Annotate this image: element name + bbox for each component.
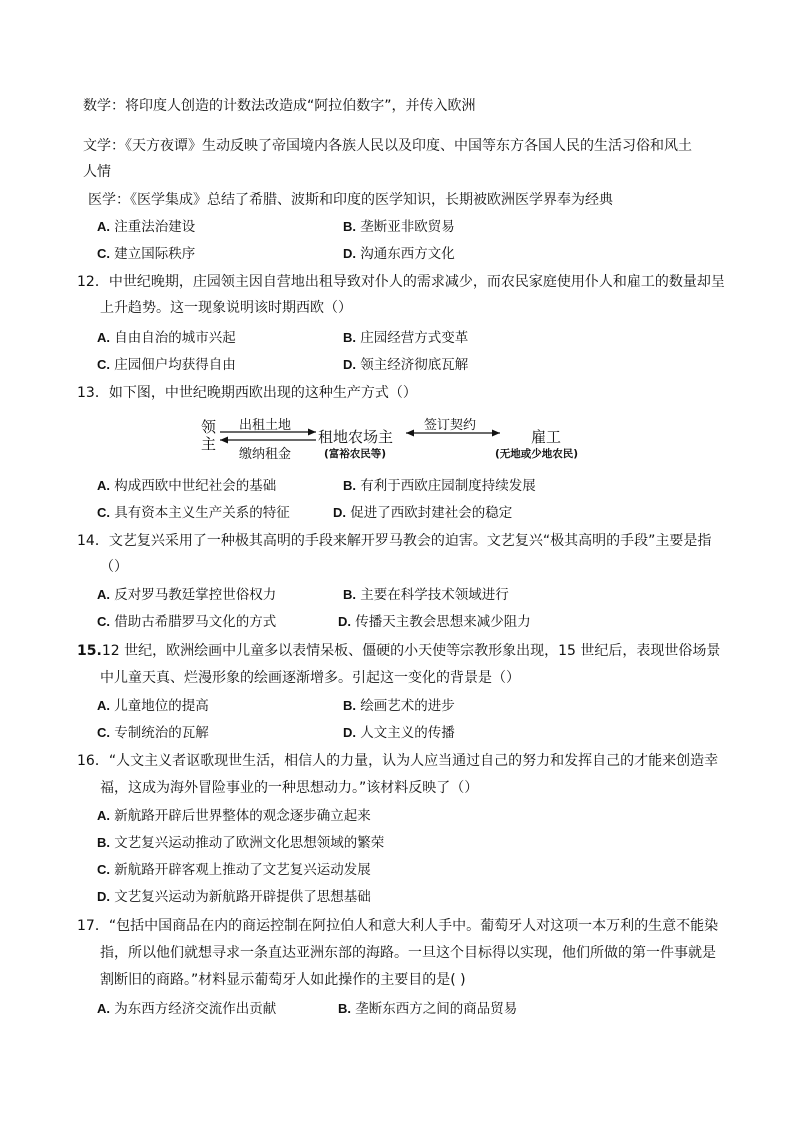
q13-number: 13． xyxy=(77,385,109,401)
q13-option-d-text: 促进了西欧封建社会的稳定 xyxy=(350,505,513,521)
q13-option-a-text: 构成西欧中世纪社会的基础 xyxy=(114,478,277,494)
q16-stem-line-2: 福，这成为海外冒险事业的一种思想动力。”该材料反映了（） xyxy=(100,780,479,796)
q11-option-c[interactable]: C. 建立国际秩序 xyxy=(97,246,196,262)
q17-option-b-text: 垄断东西方之间的商品贸易 xyxy=(355,1001,518,1017)
q15-option-c[interactable]: C. 专制统治的瓦解 xyxy=(97,725,209,741)
q16-option-b-text: 文艺复兴运动推动了欧洲文化思想领域的繁荣 xyxy=(114,835,385,851)
q16-option-a[interactable]: A. 新航路开辟后世界整体的观念逐步确立起来 xyxy=(97,808,371,824)
q15-text-1: 12 世纪，欧洲绘画中儿童多以表情呆板、僵硬的小天使等宗教形象出现，15 世纪后，表现世俗场景 xyxy=(101,643,721,659)
diagram-tenant-farmer: 租地农场主 xyxy=(318,428,394,446)
q16-option-c[interactable]: C. 新航路开辟客观上推动了文艺复兴运动发展 xyxy=(97,862,371,878)
q11-option-d-text: 沟通东西方文化 xyxy=(360,246,455,262)
diagram-rent-land: 出租土地 xyxy=(239,418,292,433)
q14-option-c[interactable]: C. 借助古希腊罗马文化的方式 xyxy=(97,614,277,630)
diagram-tenant-farmer-note: (富裕农民等) xyxy=(324,448,387,460)
q12-option-c[interactable]: C. 庄园佃户均获得自由 xyxy=(97,357,236,373)
q12-stem-line-1 xyxy=(77,272,725,292)
material-math: 数学：将印度人创造的计数法改造成“阿拉伯数字”，并传入欧洲 xyxy=(83,98,476,114)
q17-number: 17． xyxy=(77,918,109,934)
q16-option-c-text: 新航路开辟客观上推动了文艺复兴运动发展 xyxy=(114,862,371,878)
q16-text-1: “人文主义者讴歌现世生活，相信人的力量，认为人应当通过自己的努力和发挥自己的才能来创造幸 xyxy=(108,753,719,769)
q11-option-b-text: 垄断亚非欧贸易 xyxy=(360,219,455,235)
q11-option-a-text: 注重法治建设 xyxy=(114,219,196,235)
q12-text-1: 中世纪晚期，庄园领主因自营地出租导致对仆人的需求减少，而农民家庭使用仆人和雇工的数量却呈 xyxy=(108,274,725,290)
q14-stem-line-1 xyxy=(77,531,711,551)
q14-stem-line-2: （） xyxy=(100,559,128,575)
q12-option-a-text: 自由自治的城市兴起 xyxy=(114,330,236,346)
q12-option-b-text: 庄园经营方式变革 xyxy=(360,330,469,346)
q12-option-d[interactable]: D. 领主经济彻底瓦解 xyxy=(343,357,469,373)
q11-option-c-text: 建立国际秩序 xyxy=(114,246,196,262)
q15-stem-line-2: 中儿童天真、烂漫形象的绘画逐渐增多。引起这一变化的背景是（） xyxy=(100,670,520,686)
q17-stem-line-1 xyxy=(77,916,718,936)
q12-number: 12． xyxy=(77,274,109,290)
q16-option-b[interactable]: B. 文艺复兴运动推动了欧洲文化思想领域的繁荣 xyxy=(97,835,385,851)
q13-stem-line-1 xyxy=(77,383,417,403)
q13-option-a[interactable]: A. 构成西欧中世纪社会的基础 xyxy=(97,478,277,494)
q14-option-a-text: 反对罗马教廷掌控世俗权力 xyxy=(114,587,277,603)
q15-option-d-text: 人文主义的传播 xyxy=(360,725,455,741)
q14-option-d-text: 传播天主教会思想来减少阻力 xyxy=(355,614,531,630)
q17-option-a-text: 为东西方经济交流作出贡献 xyxy=(114,1001,277,1017)
q14-number: 14． xyxy=(77,533,109,549)
q15-option-c-text: 专制统治的瓦解 xyxy=(114,725,209,741)
q16-stem-line-1 xyxy=(77,751,718,771)
q11-option-d[interactable]: D. 沟通东西方文化 xyxy=(343,246,455,262)
diagram-hired-worker: 雇工 xyxy=(531,428,562,446)
q17-stem-line-3: 割断旧的商路。”材料显示葡萄牙人如此操作的主要目的是( ) xyxy=(100,972,466,988)
production-mode-diagram xyxy=(198,413,608,465)
q16-option-d-text: 文艺复兴运动为新航路开辟提供了思想基础 xyxy=(114,889,371,905)
diagram-lord-char-2: 主 xyxy=(201,435,217,453)
q13-option-c-text: 具有资本主义生产关系的特征 xyxy=(114,505,290,521)
q12-option-a[interactable]: A. 自由自治的城市兴起 xyxy=(97,330,236,346)
q11-option-a[interactable]: A. 注重法治建设 xyxy=(97,219,196,235)
q12-stem-line-2: 上升趋势。这一现象说明该时期西欧（） xyxy=(100,300,352,316)
diagram-lord-char-1: 领 xyxy=(201,418,217,436)
q11-option-b[interactable]: B. 垄断亚非欧贸易 xyxy=(343,219,455,235)
diagram-pay-rent: 缴纳租金 xyxy=(239,447,292,462)
q13-option-b-text: 有利于西欧庄园制度持续发展 xyxy=(360,478,536,494)
q13-option-b[interactable]: B. 有利于西欧庄园制度持续发展 xyxy=(343,478,536,494)
q12-option-c-text: 庄园佃户均获得自由 xyxy=(114,357,236,373)
q17-option-a[interactable]: A. 为东西方经济交流作出贡献 xyxy=(97,1001,277,1017)
q13-option-d[interactable]: D. 促进了西欧封建社会的稳定 xyxy=(333,505,513,521)
q15-number: 15. xyxy=(77,643,102,659)
q12-option-d-text: 领主经济彻底瓦解 xyxy=(360,357,469,373)
q14-option-d[interactable]: D. 传播天主教会思想来减少阻力 xyxy=(338,614,531,630)
q12-option-b[interactable]: B. 庄园经营方式变革 xyxy=(343,330,469,346)
q15-option-b-text: 绘画艺术的进步 xyxy=(360,698,455,714)
diagram-hired-worker-note: (无地或少地农民) xyxy=(495,448,579,460)
material-medicine: 医学：《医学集成》总结了希腊、波斯和印度的医学知识，长期被欧洲医学界奉为经典 xyxy=(88,192,613,208)
q17-stem-line-2: 指，所以他们就想寻求一条直达亚洲东部的海路。一旦这个目标得以实现，他们所做的第一件事就是 xyxy=(100,945,716,961)
q13-option-c[interactable]: C. 具有资本主义生产关系的特征 xyxy=(97,505,290,521)
q15-option-a-text: 儿童地位的提高 xyxy=(114,698,209,714)
q14-option-b-text: 主要在科学技术领域进行 xyxy=(360,587,509,603)
q13-text-1: 如下图，中世纪晚期西欧出现的这种生产方式（） xyxy=(108,385,417,401)
q14-option-b[interactable]: B. 主要在科学技术领域进行 xyxy=(343,587,509,603)
q14-option-c-text: 借助古希腊罗马文化的方式 xyxy=(114,614,277,630)
material-literature: 文学：《天方夜谭》生动反映了帝国境内各族人民以及印度、中国等东方各国人民的生活习俗和风土 xyxy=(83,138,692,154)
diagram-lord xyxy=(201,419,216,453)
q15-option-a[interactable]: A. 儿童地位的提高 xyxy=(97,698,209,714)
diagram-sign-contract: 签订契约 xyxy=(424,418,477,433)
q16-option-d[interactable]: D. 文艺复兴运动为新航路开辟提供了思想基础 xyxy=(97,889,371,905)
material-literature-cont: 人情 xyxy=(83,164,111,180)
q14-option-a[interactable]: A. 反对罗马教廷掌控世俗权力 xyxy=(97,587,277,603)
q14-text-1: 文艺复兴采用了一种极其高明的手段来解开罗马教会的迫害。文艺复兴“极其高明的手段”主要是指 xyxy=(108,533,712,549)
q16-option-a-text: 新航路开辟后世界整体的观念逐步确立起来 xyxy=(114,808,371,824)
q16-number: 16． xyxy=(77,753,109,769)
q17-text-1: “包括中国商品在内的商运控制在阿拉伯人和意大利人手中。葡萄牙人对这项一本万利的生意不能染 xyxy=(108,918,719,934)
q15-option-d[interactable]: D. 人文主义的传播 xyxy=(343,725,455,741)
q17-option-b[interactable]: B. 垄断东西方之间的商品贸易 xyxy=(338,1001,518,1017)
q15-stem-line-1 xyxy=(77,641,720,661)
q15-option-b[interactable]: B. 绘画艺术的进步 xyxy=(343,698,455,714)
